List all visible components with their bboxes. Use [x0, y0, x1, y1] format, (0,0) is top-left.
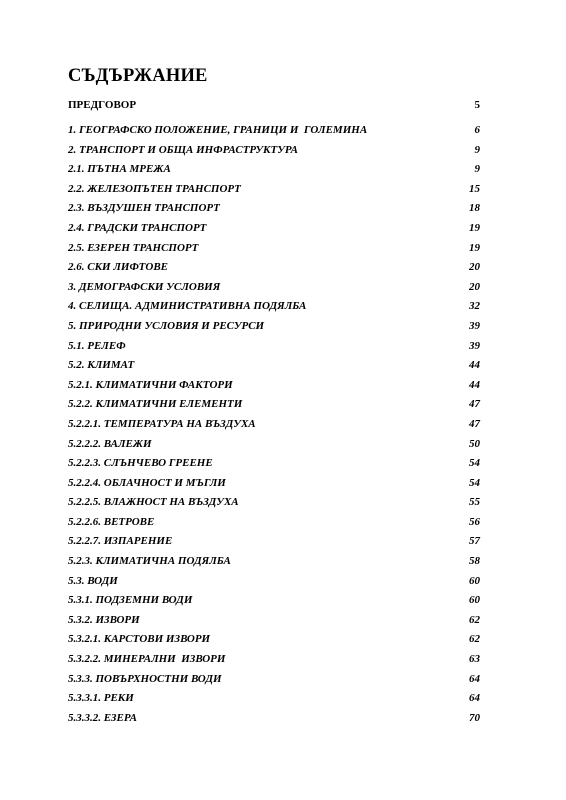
toc-entry	[68, 555, 480, 575]
toc-entry-label: 5.2.2. КЛИМАТИЧНИ ЕЛЕМЕНТИ	[68, 398, 243, 411]
toc-entry-page-number: 20	[469, 280, 480, 293]
toc-entry	[68, 653, 480, 673]
toc-entry-page-number: 6	[474, 124, 480, 136]
toc-entry-label: 5.3.3.1. РЕКИ	[68, 692, 134, 705]
toc-entry-page-number: 9	[474, 163, 480, 176]
toc-entry-label: 2.2. ЖЕЛЕЗОПЪТЕН ТРАНСПОРТ	[68, 182, 241, 195]
toc-entry-label: 5.2.2.6. ВЕТРОВЕ	[68, 515, 155, 528]
toc-entry	[68, 712, 480, 732]
toc-entry	[68, 379, 480, 399]
toc-entry	[68, 242, 480, 262]
toc-entry-label: 5.3.3. ПОВЪРХНОСТНИ ВОДИ	[68, 672, 222, 685]
toc-entry	[68, 398, 480, 418]
toc-entry-label: 5.3. ВОДИ	[68, 574, 118, 587]
toc-entry-page-number: 62	[469, 633, 480, 646]
toc-entry	[68, 594, 480, 614]
toc-entry-label: 2. ТРАНСПОРТ И ОБЩА ИНФРАСТРУКТУРА	[68, 143, 298, 156]
toc-entry	[68, 144, 480, 164]
toc-entry-page-number: 18	[469, 202, 480, 215]
toc-entry-label: 2.4. ГРАДСКИ ТРАНСПОРТ	[68, 221, 207, 234]
toc-entry	[68, 496, 480, 516]
toc-entry-label: 5.2.2.1. ТЕМПЕРАТУРА НА ВЪЗДУХА	[68, 417, 256, 430]
toc-entry-label: 5.2. КЛИМАТ	[68, 359, 135, 372]
toc-entry	[68, 457, 480, 477]
toc-entry-label: 4. СЕЛИЩА. АДМИНИСТРАТИВНА ПОДЯЛБА	[68, 300, 307, 313]
toc-entry-page-number: 5	[474, 99, 480, 111]
page-title: СЪДЪРЖАНИЕ	[68, 66, 208, 86]
toc-entry-label: 5.3.3.2. ЕЗЕРА	[68, 711, 137, 724]
toc-entry-page-number: 57	[469, 535, 480, 548]
toc-entry-label: 5.3.2.1. КАРСТОВИ ИЗВОРИ	[68, 633, 211, 646]
toc-entry-page-number: 47	[469, 398, 480, 411]
toc-entry-preface	[68, 99, 480, 113]
toc-entry-page-number: 64	[469, 672, 480, 685]
toc-entry-page-number: 39	[469, 339, 480, 352]
toc-entry	[68, 614, 480, 634]
table-of-contents	[68, 124, 480, 731]
toc-entry-page-number: 32	[469, 300, 480, 313]
toc-entry-label: 5.2.2.4. ОБЛАЧНОСТ И МЪГЛИ	[68, 476, 226, 489]
toc-entry-page-number: 60	[469, 594, 480, 607]
toc-entry-label: 5.2.3. КЛИМАТИЧНА ПОДЯЛБА	[68, 555, 231, 568]
toc-entry	[68, 516, 480, 536]
toc-entry-label: 5.3.2.2. МИНЕРАЛНИ ИЗВОРИ	[68, 653, 226, 666]
toc-entry	[68, 692, 480, 712]
toc-entry-page-number: 19	[469, 241, 480, 254]
toc-entry	[68, 477, 480, 497]
toc-entry	[68, 673, 480, 693]
toc-entry	[68, 163, 480, 183]
toc-entry-label: 2.1. ПЪТНА МРЕЖА	[68, 163, 171, 176]
toc-entry-label: 5.2.2.5. ВЛАЖНОСТ НА ВЪЗДУХА	[68, 496, 239, 509]
toc-entry	[68, 418, 480, 438]
toc-entry	[68, 281, 480, 301]
toc-entry-label: 5.2.2.7. ИЗПАРЕНИЕ	[68, 535, 173, 548]
toc-entry-page-number: 62	[469, 613, 480, 626]
toc-entry-label: 2.5. ЕЗЕРЕН ТРАНСПОРТ	[68, 241, 199, 254]
toc-entry	[68, 261, 480, 281]
toc-entry	[68, 438, 480, 458]
toc-entry	[68, 633, 480, 653]
toc-entry-label: 2.6. СКИ ЛИФТОВЕ	[68, 261, 168, 274]
toc-entry-page-number: 70	[469, 711, 480, 724]
toc-entry-page-number: 9	[474, 143, 480, 156]
toc-entry-page-number: 20	[469, 261, 480, 274]
toc-entry-label: 5.2.1. КЛИМАТИЧНИ ФАКТОРИ	[68, 378, 233, 391]
toc-entry-label: 5.2.2.3. СЛЪНЧЕВО ГРЕЕНЕ	[68, 457, 213, 470]
toc-entry-page-number: 63	[469, 653, 480, 666]
toc-entry-page-number: 60	[469, 574, 480, 587]
toc-entry-label: 5.3.1. ПОДЗЕМНИ ВОДИ	[68, 594, 193, 607]
toc-entry	[68, 124, 480, 144]
toc-entry-page-number: 19	[469, 221, 480, 234]
toc-entry	[68, 575, 480, 595]
toc-entry-page-number: 15	[469, 182, 480, 195]
toc-entry-page-number: 54	[469, 457, 480, 470]
toc-entry-page-number: 58	[469, 555, 480, 568]
toc-entry-page-number: 50	[469, 437, 480, 450]
toc-entry-label: 5.2.2.2. ВАЛЕЖИ	[68, 437, 152, 450]
toc-entry-label: ПРЕДГОВОР	[68, 99, 137, 111]
toc-entry-label: 2.3. ВЪЗДУШЕН ТРАНСПОРТ	[68, 202, 220, 215]
toc-entry-page-number: 54	[469, 476, 480, 489]
toc-entry	[68, 340, 480, 360]
toc-entry-page-number: 47	[469, 417, 480, 430]
toc-entry-label: 3. ДЕМОГРАФСКИ УСЛОВИЯ	[68, 280, 221, 293]
toc-entry	[68, 320, 480, 340]
toc-entry	[68, 202, 480, 222]
toc-entry-label: 1. ГЕОГРАФСКО ПОЛОЖЕНИЕ, ГРАНИЦИ И ГОЛЕМИНА	[68, 124, 368, 136]
toc-entry	[68, 222, 480, 242]
toc-entry	[68, 183, 480, 203]
toc-entry-label: 5.1. РЕЛЕФ	[68, 339, 126, 352]
toc-entry-page-number: 64	[469, 692, 480, 705]
toc-entry-page-number: 56	[469, 515, 480, 528]
toc-entry-page-number: 44	[469, 378, 480, 391]
toc-entry-page-number: 39	[469, 319, 480, 332]
toc-entry-page-number: 55	[469, 496, 480, 509]
toc-entry	[68, 300, 480, 320]
toc-entry-label: 5. ПРИРОДНИ УСЛОВИЯ И РЕСУРСИ	[68, 319, 265, 332]
toc-entry-page-number: 44	[469, 359, 480, 372]
toc-entry	[68, 359, 480, 379]
toc-entry-label: 5.3.2. ИЗВОРИ	[68, 613, 140, 626]
toc-entry	[68, 535, 480, 555]
